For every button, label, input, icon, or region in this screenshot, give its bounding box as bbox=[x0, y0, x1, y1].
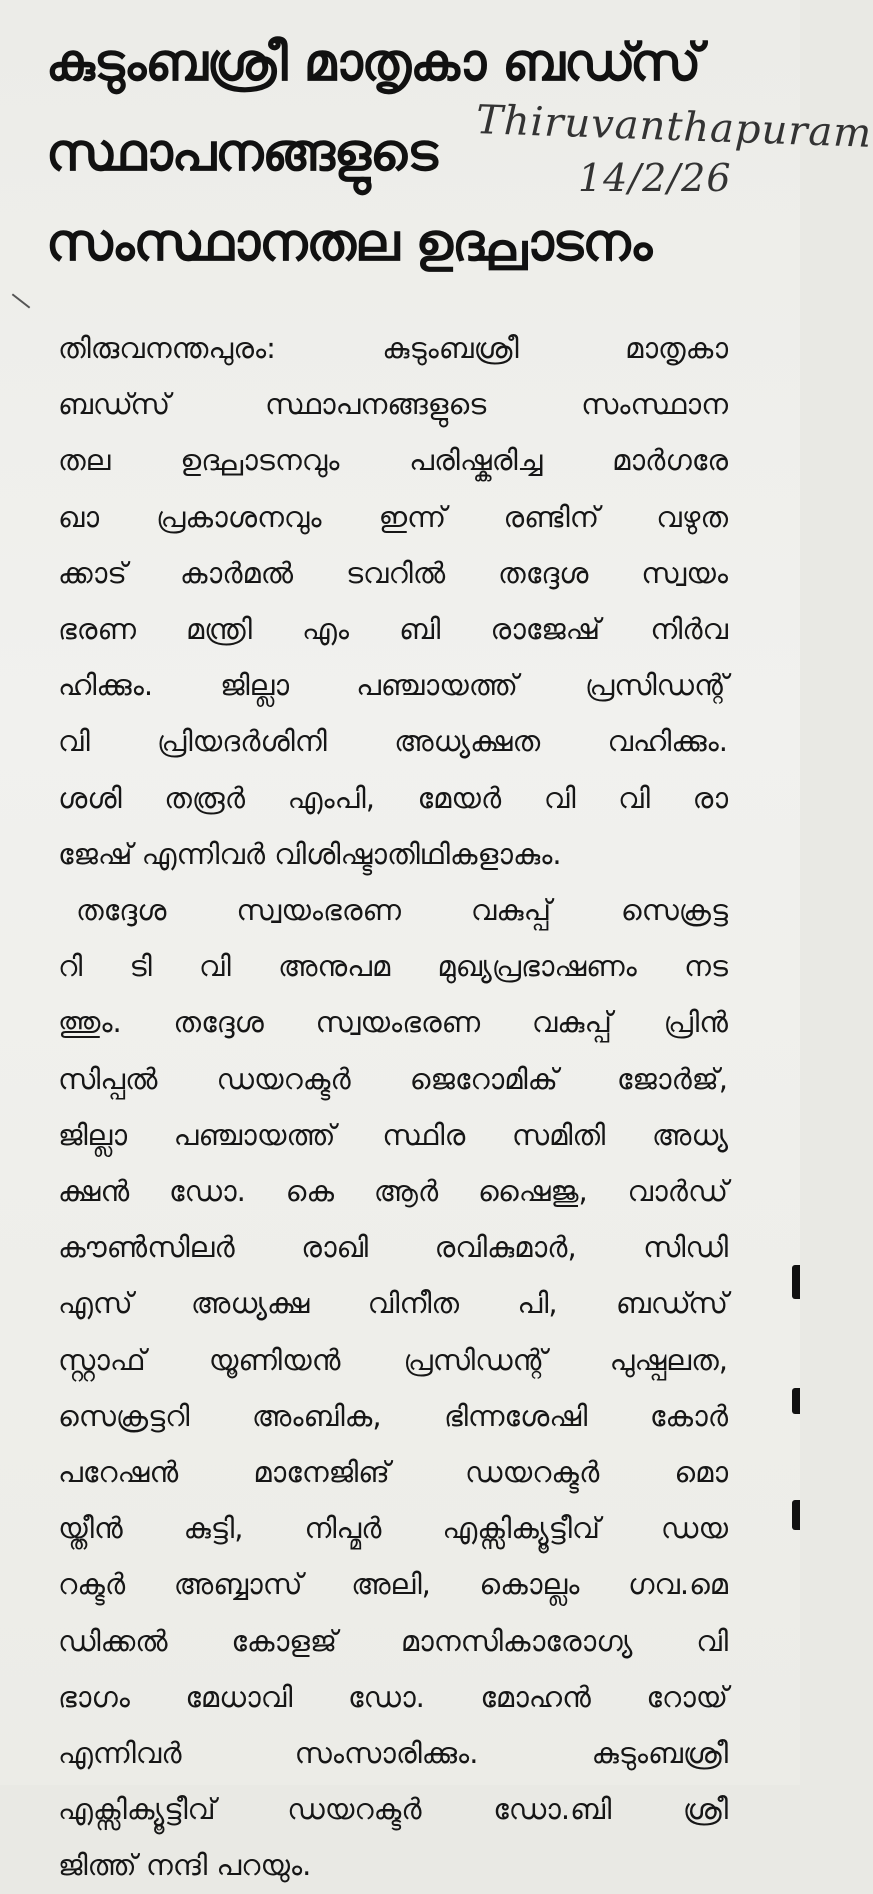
article-line: റി ടി വി അനുപമ മുഖ്യപ്രഭാഷണം നട bbox=[58, 949, 728, 984]
article-line: ക്ഷൻ ഡോ. കെ ആർ ഷൈജു, വാർഡ് bbox=[58, 1174, 728, 1209]
article-line: ഭാഗം മേധാവി ഡോ. മോഹൻ റോയ് bbox=[58, 1679, 728, 1714]
pen-mark bbox=[12, 293, 31, 308]
article-line: ഭരണ മന്ത്രി എം ബി രാജേഷ് നിർവ bbox=[58, 612, 728, 647]
edge-scan-mark bbox=[792, 1265, 800, 1299]
article-line: ജിത്ത് നന്ദി പറയും. bbox=[58, 1848, 312, 1883]
article-body bbox=[58, 320, 728, 1894]
article-line: വി പ്രിയദർശിനി അധ്യക്ഷത വഹിക്കും. bbox=[58, 724, 728, 759]
article-line: സെക്രട്ടറി അംബിക, ഭിന്നശേഷി കോർ bbox=[58, 1398, 728, 1433]
headline-line: കുടുംബശ്രീ മാതൃകാ ബഡ്സ് bbox=[46, 33, 701, 93]
handwritten-place: Thiruvanthapuram bbox=[475, 97, 873, 157]
article-line: കൗൺസിലർ രാഖി രവികുമാർ, സിഡി bbox=[58, 1230, 728, 1265]
article-line: എസ് അധ്യക്ഷ വിനീത പി, ബഡ്സ് bbox=[58, 1286, 728, 1321]
headline-line: സംസ്ഥാനതല ഉദ്ഘാടനം bbox=[46, 213, 652, 273]
article-line: റക്ടർ അബ്ബാസ് അലി, കൊല്ലം ഗവ.മെ bbox=[58, 1567, 728, 1602]
handwritten-annotation bbox=[468, 97, 873, 214]
article-line: ക്കാട് കാർമൽ ടവറിൽ തദ്ദേശ സ്വയം bbox=[58, 555, 728, 590]
article-line: ഹിക്കും. ജില്ലാ പഞ്ചായത്ത് പ്രസിഡന്റ് bbox=[58, 668, 728, 703]
article-line: ജേഷ് എന്നിവർ വിശിഷ്ടാതിഥികളാകും. bbox=[58, 836, 562, 871]
article-line: ത്തും. തദ്ദേശ സ്വയംഭരണ വകുപ്പ് പ്രിൻ bbox=[58, 1005, 728, 1040]
edge-scan-mark bbox=[792, 1500, 800, 1530]
article-line: സ്റ്റാഫ് യൂണിയൻ പ്രസിഡന്റ് പുഷ്പലത, bbox=[58, 1342, 728, 1377]
article-line: തദ്ദേശ സ്വയംഭരണ വകുപ്പ് സെക്രട്ട bbox=[76, 893, 728, 928]
article-line: ഖാ പ്രകാശനവും ഇന്ന് രണ്ടിന് വഴുത bbox=[58, 499, 728, 534]
article-line: ജില്ലാ പഞ്ചായത്ത് സ്ഥിര സമിതി അധ്യ bbox=[58, 1117, 728, 1152]
article-line: തല ഉദ്ഘാടനവും പരിഷ്കരിച്ച മാർഗരേ bbox=[58, 443, 728, 478]
article-line: ശശി തരൂർ എംപി, മേയർ വി വി രാ bbox=[58, 780, 728, 815]
article-line: പറേഷൻ മാനേജിങ് ഡയറക്ടർ മൊ bbox=[58, 1455, 728, 1490]
edge-scan-mark bbox=[792, 1388, 800, 1414]
article-line: എക്സിക്യൂട്ടീവ് ഡയറക്ടർ ഡോ.ബി ശ്രീ bbox=[58, 1792, 728, 1827]
article-line: എന്നിവർ സംസാരിക്കും. കുടുംബശ്രീ bbox=[58, 1736, 728, 1771]
article-line: സിപ്പൽ ഡയറക്ടർ ജെറോമിക് ജോർജ്, bbox=[58, 1061, 728, 1096]
headline-line: സ്ഥാപനങ്ങളുടെ bbox=[46, 123, 437, 183]
article-line: തിരുവനന്തപുരം: കുടുംബശ്രീ മാതൃകാ bbox=[58, 331, 728, 365]
handwritten-date: 14/2/26 bbox=[578, 156, 732, 200]
article-line: യ്തീൻ കുട്ടി, നിപ്മർ എക്സിക്യൂട്ടീവ് ഡയ bbox=[58, 1511, 728, 1546]
article-line: ഡിക്കൽ കോളജ് മാനസികാരോഗ്യ വി bbox=[58, 1623, 728, 1658]
article-line: ബഡ്സ് സ്ഥാപനങ്ങളുടെ സംസ്ഥാന bbox=[58, 387, 728, 422]
